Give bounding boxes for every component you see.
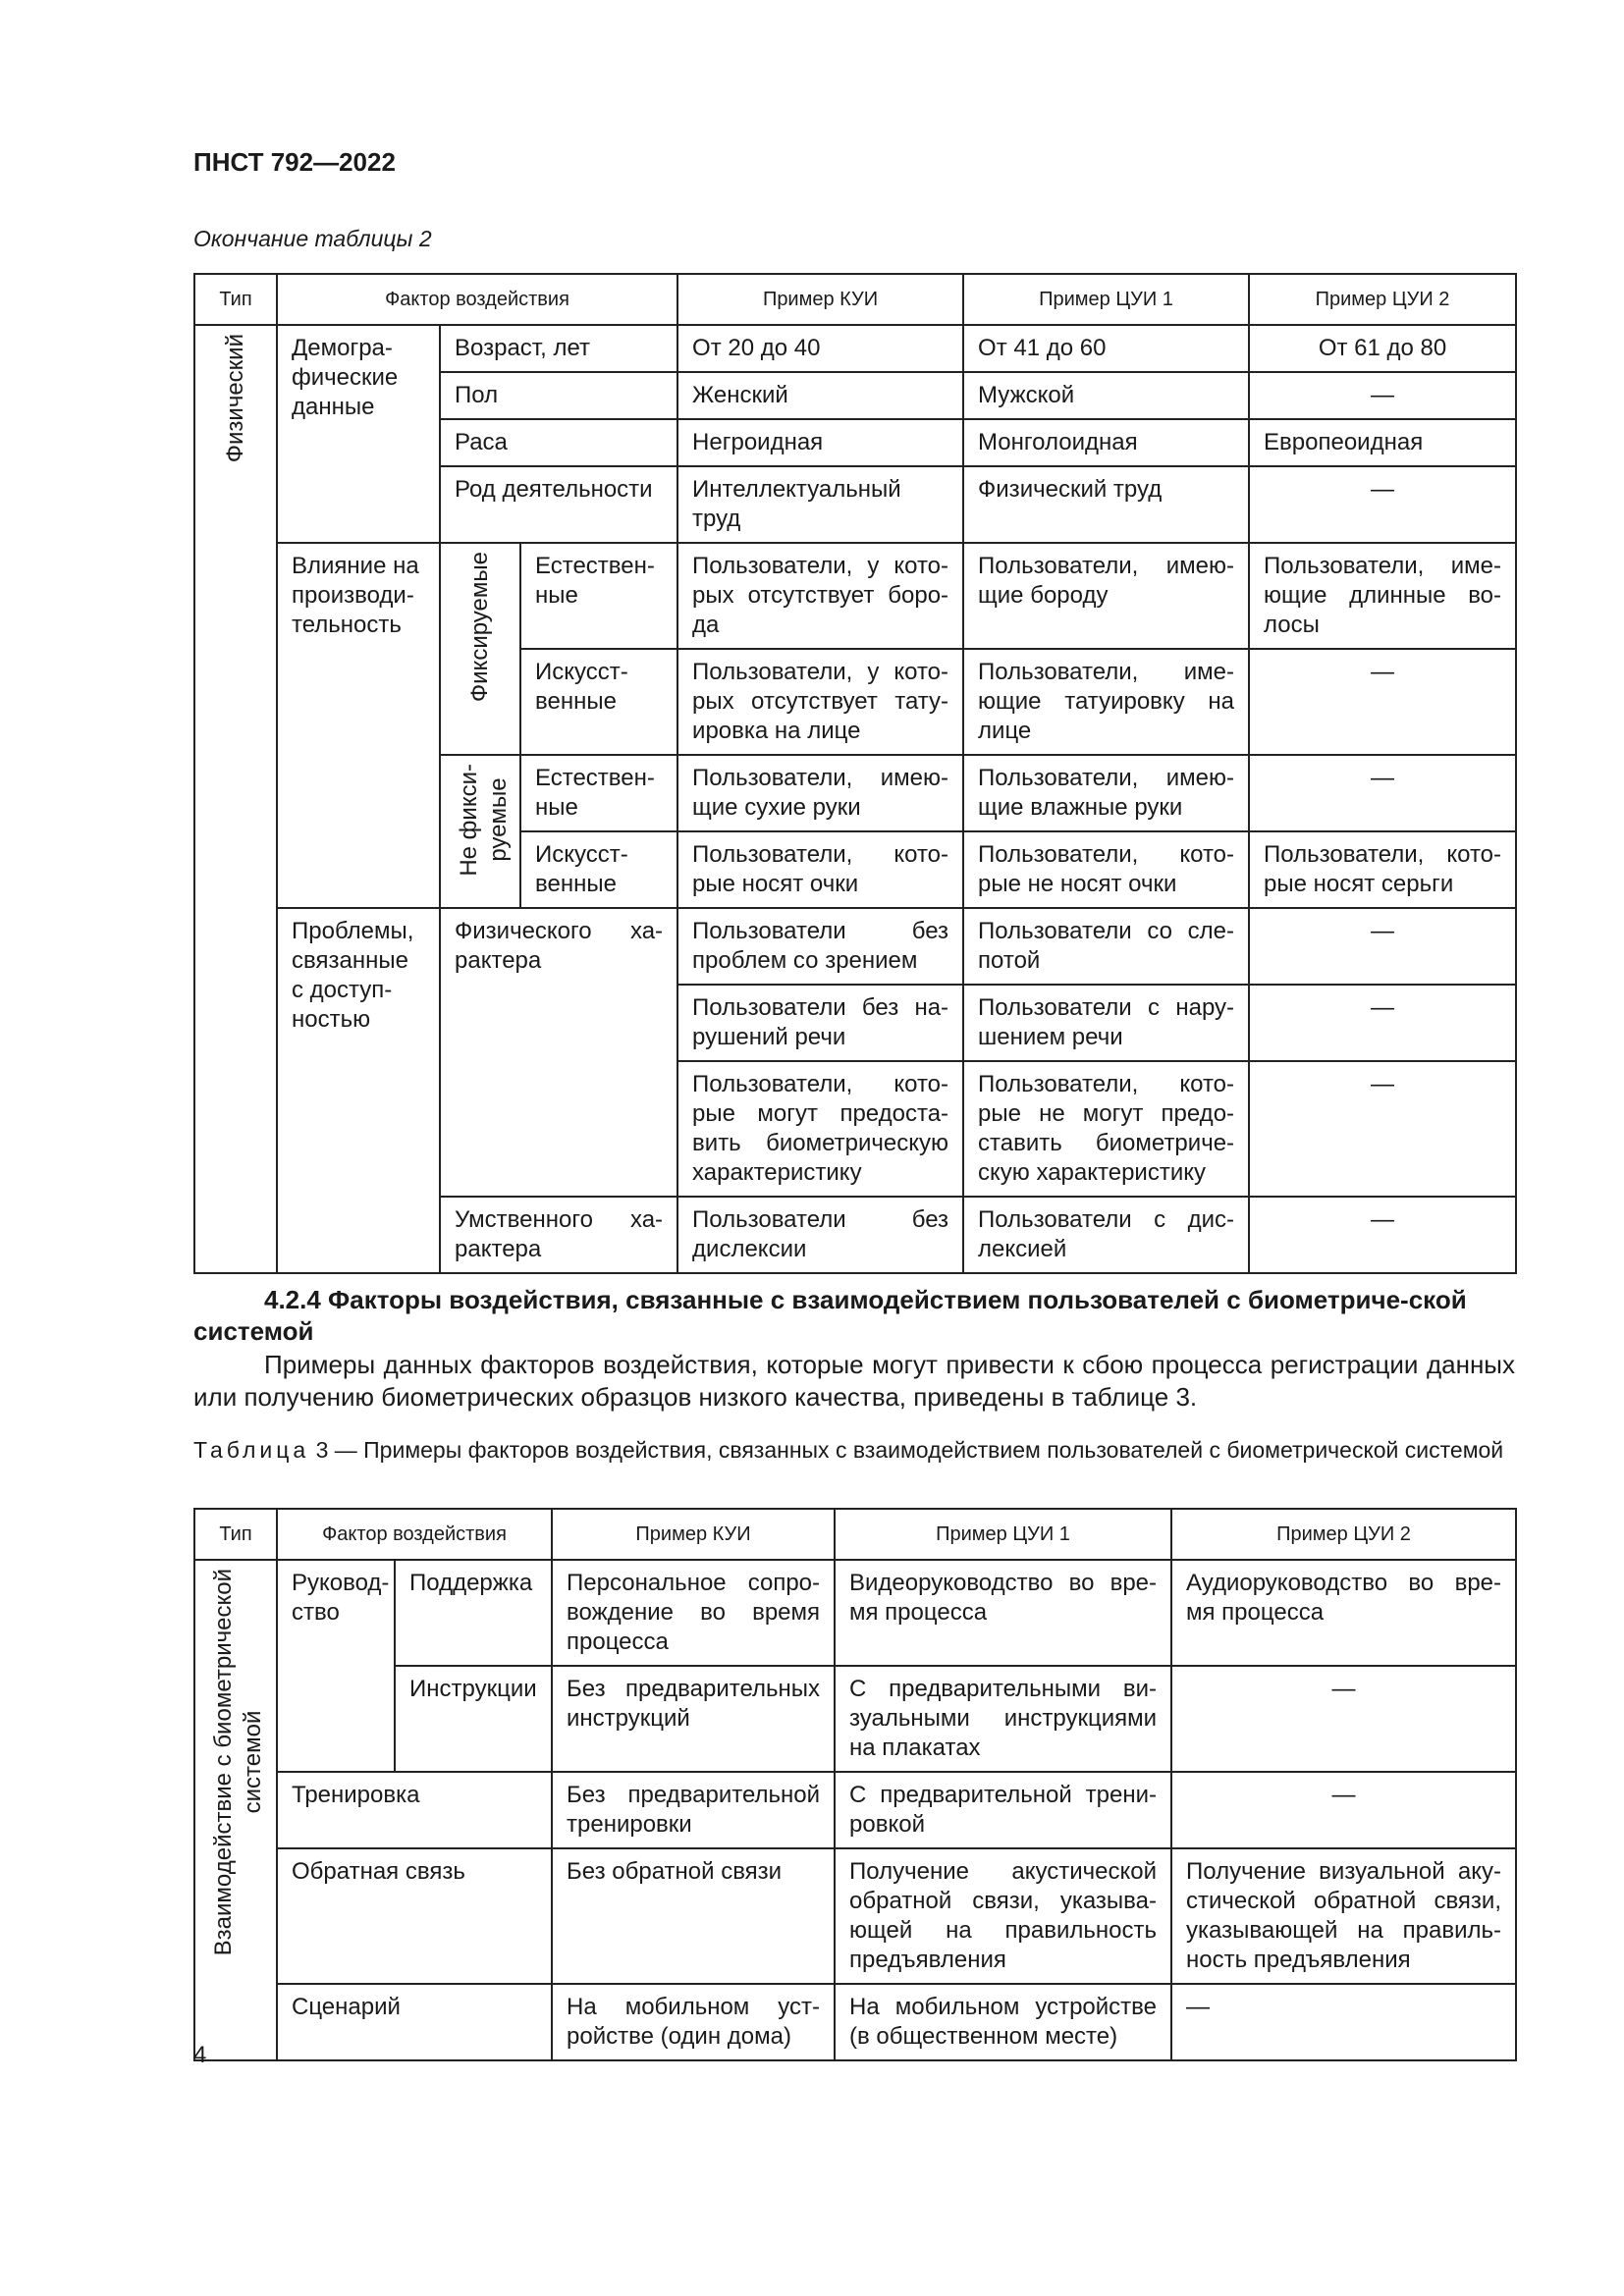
document-id: ПНСТ 792—2022 (193, 147, 396, 177)
kui-cell: Интеллектуальный труд (677, 466, 963, 543)
tsui2-cell: — (1249, 908, 1516, 985)
table-row (194, 543, 1516, 649)
kui-cell: Пользователи, у кото-рых отсутствует боро-да (677, 543, 963, 649)
tsui2-cell: — (1249, 466, 1516, 543)
table-3 (193, 1508, 1517, 2061)
kui-cell: Пользователи без на-рушений речи (677, 985, 963, 1061)
table-row (194, 1772, 1516, 1848)
tsui1-cell: Физический труд (963, 466, 1249, 543)
table2-header-row (194, 274, 1516, 325)
table-row (194, 1984, 1516, 2060)
tsui1-cell: С предварительной трени-ровкой (835, 1772, 1171, 1848)
col-header-tsui1: Пример ЦУИ 1 (963, 274, 1249, 325)
factor-cell: Тренировка (277, 1772, 552, 1848)
table3-caption-text: 3 — Примеры факторов воздействия, связанных с взаимодействием пользователей с биометрической системой (315, 1437, 1504, 1463)
factor-cell: Поддержка (395, 1560, 552, 1666)
table3-caption (193, 1435, 1515, 1465)
section-heading: 4.2.4 Факторы воздействия, связанные с взаимодействием пользователей с биометриче-ской системой (193, 1285, 1467, 1346)
subgroup-fixed-label: Фиксируемые (466, 552, 493, 703)
factor-cell: Естествен-ные (520, 755, 677, 831)
factor-cell: Сценарий (277, 1984, 552, 2060)
factor-cell: Раса (440, 419, 677, 466)
tsui2-cell: От 61 до 80 (1249, 325, 1516, 372)
tsui1-cell: Получение акустической обратной связи, указыва-ющей на правильность предъявления (835, 1848, 1171, 1984)
type-label: Физический (222, 334, 248, 463)
factor-cell: Искусст-венные (520, 831, 677, 908)
subgroup-mental: Умственного ха-рактера (440, 1197, 677, 1273)
group-demographic: Демогра-фические данные (277, 325, 440, 543)
section-paragraph: Примеры данных факторов воздействия, которые могут привести к сбою процесса регистрации данных или получению биометрических образцов низкого качества, приведены в таблице 3. (193, 1350, 1515, 1412)
tsui1-cell: Мужской (963, 372, 1249, 419)
factor-cell: Возраст, лет (440, 325, 677, 372)
tsui1-cell: Монголоидная (963, 419, 1249, 466)
kui-cell: Пользователи без дислексии (677, 1197, 963, 1273)
kui-cell: Пользователи, имею-щие сухие руки (677, 755, 963, 831)
tsui2-cell: — (1171, 1772, 1516, 1848)
tsui2-cell: — (1249, 755, 1516, 831)
table3-header-row (194, 1509, 1516, 1560)
tsui2-cell: Пользователи, име-ющие длинные во-лосы (1249, 543, 1516, 649)
group-accessibility: Проблемы, связанные с доступ-ностью (277, 908, 440, 1273)
factor-cell: Естествен-ные (520, 543, 677, 649)
factor-cell: Обратная связь (277, 1848, 552, 1984)
col-header-type: Тип (194, 1509, 277, 1560)
tsui1-cell: Пользователи, имею-щие влажные руки (963, 755, 1249, 831)
tsui2-cell: — (1249, 1197, 1516, 1273)
tsui1-cell: Пользователи, имею-щие бороду (963, 543, 1249, 649)
subgroup-unfixed (440, 755, 520, 908)
kui-cell: На мобильном уст-ройстве (один дома) (552, 1984, 835, 2060)
tsui1-cell: Видеоруководство во вре-мя процесса (835, 1560, 1171, 1666)
col-header-kui: Пример КУИ (677, 274, 963, 325)
col-header-tsui2: Пример ЦУИ 2 (1171, 1509, 1516, 1560)
col-header-type: Тип (194, 274, 277, 325)
tsui1-cell: Пользователи с нару-шением речи (963, 985, 1249, 1061)
tsui1-cell: От 41 до 60 (963, 325, 1249, 372)
col-header-tsui2: Пример ЦУИ 2 (1249, 274, 1516, 325)
table-row (194, 1560, 1516, 1666)
factor-cell: Инструкции (395, 1666, 552, 1772)
table2-caption: Окончание таблицы 2 (193, 226, 432, 251)
factor-cell: Пол (440, 372, 677, 419)
subgroup-unfixed-label: Не фикси- руемые (456, 764, 512, 877)
tsui2-cell: — (1249, 649, 1516, 755)
tsui1-cell: С предварительными ви-зуальными инструкциями на плакатах (835, 1666, 1171, 1772)
group-guidance: Руковод-ство (277, 1560, 395, 1772)
factor-cell: Искусст-венные (520, 649, 677, 755)
table-row (194, 1848, 1516, 1984)
kui-cell: Без обратной связи (552, 1848, 835, 1984)
kui-cell: Негроидная (677, 419, 963, 466)
tsui2-cell: Аудиоруководство во вре-мя процесса (1171, 1560, 1516, 1666)
subgroup-physical: Физического ха-рактера (440, 908, 677, 1197)
col-header-tsui1: Пример ЦУИ 1 (835, 1509, 1171, 1560)
tsui2-cell: — (1171, 1984, 1516, 2060)
tsui2-cell: — (1249, 372, 1516, 419)
subgroup-fixed (440, 543, 520, 755)
kui-cell: Без предварительных инструкций (552, 1666, 835, 1772)
kui-cell: Пользователи, кото-рые могут предоста-вить биометрическую характеристику (677, 1061, 963, 1197)
tsui2-cell: — (1249, 985, 1516, 1061)
type-physical-cell (194, 325, 277, 1273)
tsui2-cell: Получение визуальной аку-стической обратной связи, указывающей на правиль-ность предъявления (1171, 1848, 1516, 1984)
kui-cell: От 20 до 40 (677, 325, 963, 372)
group-performance: Влияние на производи-тельность (277, 543, 440, 908)
tsui2-cell: Европеоидная (1249, 419, 1516, 466)
table-row (194, 908, 1516, 985)
tsui1-cell: Пользователи с дис-лексией (963, 1197, 1249, 1273)
tsui2-cell: Пользователи, кото-рые носят серьги (1249, 831, 1516, 908)
tsui1-cell: Пользователи со сле-потой (963, 908, 1249, 985)
kui-cell: Женский (677, 372, 963, 419)
page-number: 4 (193, 2042, 207, 2068)
tsui1-cell: Пользователи, име-ющие татуировку на лице (963, 649, 1249, 755)
table-row (194, 325, 1516, 372)
tsui2-cell: — (1171, 1666, 1516, 1772)
kui-cell: Персональное сопро-вождение во время процесса (552, 1560, 835, 1666)
table3-caption-label: Таблица (193, 1437, 310, 1463)
tsui1-cell: Пользователи, кото-рые не носят очки (963, 831, 1249, 908)
factor-cell: Род деятельности (440, 466, 677, 543)
col-header-factor: Фактор воздействия (277, 274, 677, 325)
tsui2-cell: — (1249, 1061, 1516, 1197)
col-header-factor: Фактор воздействия (277, 1509, 552, 1560)
type-interaction-cell (194, 1560, 277, 2060)
kui-cell: Без предварительной тренировки (552, 1772, 835, 1848)
col-header-kui: Пример КУИ (552, 1509, 835, 1560)
tsui1-cell: Пользователи, кото-рые не могут предо-ставить биометриче-скую характеристику (963, 1061, 1249, 1197)
type-interaction-label: Взаимодействие с биометрической системой (210, 1569, 266, 1956)
kui-cell: Пользователи, у кото-рых отсутствует тату-ировка на лице (677, 649, 963, 755)
table-2 (193, 273, 1517, 1274)
kui-cell: Пользователи, кото-рые носят очки (677, 831, 963, 908)
kui-cell: Пользователи без проблем со зрением (677, 908, 963, 985)
tsui1-cell: На мобильном устройстве (в общественном месте) (835, 1984, 1171, 2060)
